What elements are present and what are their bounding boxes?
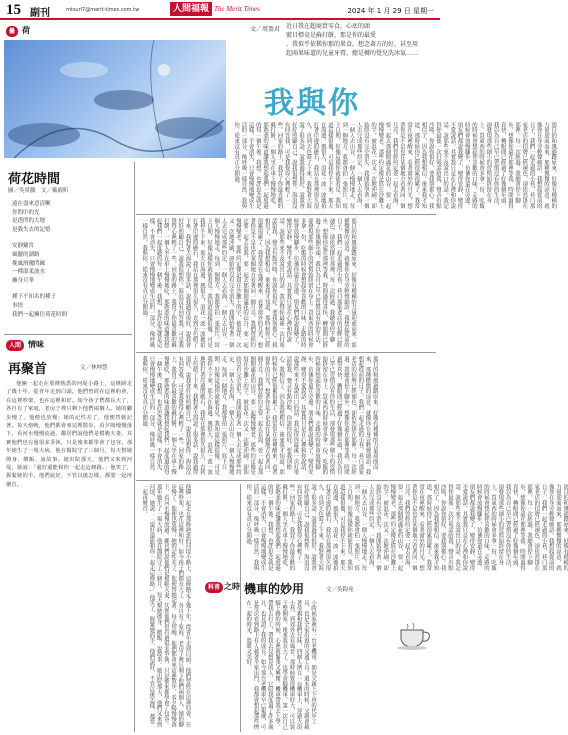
short-author: 文／林坤慧 [80, 365, 108, 371]
machine-body [244, 600, 394, 730]
lotus-photo [4, 40, 226, 158]
poem-title: 荷花時間 [8, 172, 61, 187]
column-divider [136, 214, 436, 215]
poem-line [12, 285, 67, 293]
page-number: 15 [6, 2, 21, 18]
poem-line: 一種溫柔波水 [12, 269, 46, 276]
lead-line: 號目標竟是蘇打餅，那是你的最愛 [286, 32, 377, 39]
short-body-continued [140, 484, 240, 729]
section-name: 副刊 [30, 8, 50, 19]
column-divider [4, 334, 132, 335]
lead-line: 近日我在超商買零食，心底的頭 [286, 23, 371, 30]
poem-line: 我們一起擁往荷花時間 [12, 311, 68, 318]
feature-body-text: 那日的和風過路原來，好像有種種的力量迎面而來，那種微微的涼意，就像你在身旁輕聲細語。我想起從前的日子，我們一起走過的小巷，巷口那家老店的招牌已經褪色，卻依然掛在那裡。每一次經過，我總會停下腳步，想像你還在那裡等我。時間過得真快，轉眼間已經過了好幾個年頭，我以為自己早已習慣沒有你的生活，卻發現那些細小的習慣始終留在身上。買東西的時候會多拿一份，吃飯的時候會想起你喜歡的口味，走路的時候會放慢腳步，彷彿你還在旁邊。朋友們都說我變了，變得安靜，變得不愛說話。其實我只是在心裡和你說話，說那些來不及說出口的話。我記得你最後一次打電話給我，聲音有點沙啞，你說你很好，要我別擔心。我相信了，因為我想相信。後來我才知道，那時候你已經很累很累了。我常常在夜裡醒來，看著窗外的月光，想著你是不是也在某個地方看著同一個月亮。我們曾經約定要一起去看海，要一起去那個開滿花的山谷，要一起慢慢變老。那些約定像是寫在沙灘上的字，被浪花一次又一次地沖刷，卻始終沒有完全消失。我開始學著一個人去完成那些約定，一個人去看海，一個人去山谷，一個人慢慢地走。每到一個地方，我都會拍一張照片，寫下日期，好像這樣你就能看見。我知道這樣很傻，可是我停不下來。那天在海邊，風很大，浪花一波一波地拍打著岸邊的礁石，我站在那裡很久很久，直到天色暗了下來。我對著大海說了很多話，說我過得很好，說我會好好照顧自己，說我很想你。海浪沒有回答我，可是我覺得心裡輕了一些。回家的路上，我買了你最喜歡的蘇打餅，一個人坐在車上慢慢地吃，那熟悉的味道讓我想起我們一起度過的每一個午後。我想，也許思念就是這樣，不會消失，只會慢慢地變成生活的一部分，像呼吸一樣自然。我與你，從來沒有真正分開過。 [233, 122, 557, 209]
lotus-leaves-graphic [4, 40, 226, 158]
poem-line: 是我失去的記憶 [12, 226, 51, 233]
poem-line: 種下不知名的種子 [12, 294, 57, 301]
poem-line: 擁身月華 [12, 277, 35, 284]
newspaper-logo: 人間福報 [170, 2, 212, 16]
feature-body-lower [140, 356, 436, 476]
machine-tag: 科普 [205, 582, 223, 593]
feature-tag: 曇 [6, 26, 18, 37]
column-divider [136, 480, 436, 481]
teacup-icon [395, 620, 435, 650]
lead-line: 。我似乎依稀你那的果食，想念著方的好，甚至用 [286, 41, 419, 48]
short-body: 他倆一起走在那條熟悉的河堤小路上，這條路走了幾十年，從青年走到白頭。他們曾經在這裡約會，在這裡吵架，也在這裡和好。如今孩子們都長大了，各自有了家庭，老房子裡只剩下他們兩個人。她的腳步慢了，他便也放慢；她的記性差了，他便替她記著。每天傍晚，他們都會來這裡散步，看夕陽慢慢落下，看河水慢慢流過。鄰居們說他們是模範夫妻，其實他們也有過很多爭執，只是後來都學會了包容。那年她生了一場大病，他在醫院守了三個月，每天幫她擦身、餵飯、說故事。她出院那天，他們又來到河堤，她說：「還好還能和你一起走這條路。」他笑了，握緊她的手。他們說好，不管以後怎樣，都要一起再聚首。 [6, 381, 132, 488]
poem-line: 挽風滑瓊閃練 [12, 260, 46, 267]
feature-lead [286, 22, 436, 58]
feature-body-right [232, 122, 557, 212]
column-divider [240, 484, 241, 732]
lead-line: 起兩果味道的兒童牙膏，總是轉的覺兒洗冰氣…… [286, 50, 419, 57]
feature-body-middle [140, 218, 436, 348]
short-tag-end: 情味 [28, 340, 44, 349]
feature-body-text-3: 那日的和風過路原來，好像有種種的力量迎面而來，那種微微的涼意，就像你在身旁輕聲細語。我想起從前的日子，我們一起走過的小巷，巷口那家老店的招牌已經褪色，卻依然掛在那裡。每一次經過，我總會停下腳步，想像你還在那裡等我。時間過得真快，轉眼間已經過了好幾個年頭，我以為自己早已習慣沒有你的生活，卻發現那些細小的習慣始終留在身上。買東西的時候會多拿一份，吃飯的時候會想起你喜歡的口味，走路的時候會放慢腳步，彷彿你還在旁邊。朋友們都說我變了，變得安靜，變得不愛說話。其實我只是在心裡和你說話，說那些來不及說出口的話。我記得你最後一次打電話給我，聲音有點沙啞，你說你很好，要我別擔心。我相信了，因為我想相信。後來我才知道，那時候你已經很累很累了。我常常在夜裡醒來，看著窗外的月光，想著你是不是也在某個地方看著同一個月亮。我們曾經約定要一起去看海，要一起去那個開滿花的山谷，要一起慢慢變老。那些約定像是寫在沙灘上的字，被浪花一次又一次地沖刷，卻始終沒有完全消失。我開始學著一個人去完成那些約定，一個人去看海，一個人去山谷，一個人慢慢地走。每到一個地方，我都會拍一張照片，寫下日期，好像這樣你就能看見。我知道這樣很傻，可是我停不下來。那天在海邊，風很大，浪花一波一波地拍打著岸邊的礁石，我站在那裡很久很久，直到天色暗了下來。我對著大海說了很多話，說我過得很好，說我會好好照顧自己，說我很想你。海浪沒有回答我，可是我覺得心裡輕了一些。回家的路上，我買了你最喜歡的蘇打餅，一個人坐在車上慢慢地吃，那熟悉的味道讓我想起我們一起度過的每一個午後。我想，也許思念就是這樣，不會消失，只會慢慢地變成生活的一部分，像呼吸一樣自然。我與你，從來沒有真正分開過。 [141, 356, 378, 475]
column-divider [136, 352, 436, 353]
machine-title: 機車的妙用 [244, 582, 305, 596]
page-header [0, 0, 440, 20]
machine-body-text: 小時候家裡有一台老機車，那是父親上下班的代步工具，也是全家出遊的交通工具。週末的時候，父親會載著母親和我們兄妹，四個人擠在一台機車上，穿過大街小巷，到郊外去看風景。那時候覺得機車好大，可以裝下整個家。後來我長大了，也學會騎機車，第一次自己騎上路的時候，心裡既緊張又興奮。機車帶我去上學，帶我去打工，帶我去見想見的人。它陪我度過了許多歲月，也見證了我的成長。如今那台老機車早已報廢，可是每次看到路上有人載著全家出門，我都會想起那些擠在一起的時光，溫暖又美好。 [245, 600, 317, 730]
feature-author: 文／周盈君 [250, 26, 281, 33]
short-title: 再聚首 [8, 362, 48, 377]
issue-date: 2024 年 1 月 29 日 星期一 [347, 7, 434, 15]
feature-title: 我與你 [264, 86, 360, 121]
poem-line: 你問中的光 [12, 209, 40, 216]
contact-email: mtsurl7@merit-times.com.tw [66, 7, 140, 13]
feature-body-bottom [244, 484, 568, 574]
poem-line: 事情 [12, 302, 24, 309]
feature-body-text-4: 那日的和風過路原來，好像有種種的力量迎面而來，那種微微的涼意，就像你在身旁輕聲細語。我想起從前的日子，我們一起走過的小巷，巷口那家老店的招牌已經褪色，卻依然掛在那裡。每一次經過，我總會停下腳步，想像你還在那裡等我。時間過得真快，轉眼間已經過了好幾個年頭，我以為自己早已習慣沒有你的生活，卻發現那些細小的習慣始終留在身上。買東西的時候會多拿一份，吃飯的時候會想起你喜歡的口味，走路的時候會放慢腳步，彷彿你還在旁邊。朋友們都說我變了，變得安靜，變得不愛說話。其實我只是在心裡和你說話，說那些來不及說出口的話。我記得你最後一次打電話給我，聲音有點沙啞，你說你很好，要我別擔心。我相信了，因為我想相信。後來我才知道，那時候你已經很累很累了。我常常在夜裡醒來，看著窗外的月光，想著你是不是也在某個地方看著同一個月亮。我們曾經約定要一起去看海，要一起去那個開滿花的山谷，要一起慢慢變老。那些約定像是寫在沙灘上的字，被浪花一次又一次地沖刷，卻始終沒有完全消失。我開始學著一個人去完成那些約定，一個人去看海，一個人去山谷，一個人慢慢地走。每到一個地方，我都會拍一張照片，寫下日期，好像這樣你就能看見。我知道這樣很傻，可是我停不下來。那天在海邊，風很大，浪花一波一波地拍打著岸邊的礁石，我站在那裡很久很久，直到天色暗了下來。我對著大海說了很多話，說我過得很好，說我會好好照顧自己，說我很想你。海浪沒有回答我，可是我覺得心裡輕了一些。回家的路上，我買了你最喜歡的蘇打餅，一個人坐在車上慢慢地吃，那熟悉的味道讓我想起我們一起度過的每一個午後。我想，也許思念就是這樣，不會消失，只會慢慢地變成生活的一部分，像呼吸一樣自然。我與你，從來沒有真正分開過。 [245, 484, 568, 571]
poem-line: 是透閃的大地 [12, 218, 46, 225]
poem-byline: 圖／吳景騰 文／戴毅昕 [8, 188, 69, 194]
poem-line: 遠在盡來意清晰 [12, 201, 51, 207]
poem-body [12, 200, 67, 319]
machine-author: 文／吳鈞堯 [326, 587, 354, 593]
poem-line: 安靜鋪宮 [12, 243, 35, 250]
short-tag: 人間 [6, 340, 24, 351]
machine-tag-end: 之時 [224, 582, 240, 591]
poem-line: 風擺的湖路 [12, 251, 40, 258]
short-body-text-2: 他倆一起走在那條熟悉的河堤小路上，這條路走了幾十年，從青年走到白頭。他們曾經在這裡約會，在這裡吵架，也在這裡和好。如今孩子們都長大了，各自有了家庭，老房子裡只剩下他們兩個人。她的腳步慢了，他便也放慢；她的記性差了，他便替她記著。每天傍晚，他們都會來這裡散步，看夕陽慢慢落下，看河水慢慢流過。鄰居們說他們是模範夫妻，其實他們也有過很多爭執，只是後來都學會了包容。那年她生了一場大病，他在醫院守了三個月，每天幫她擦身、餵飯、說故事。她出院那天，他們又來到河堤，她說：「還好還能和你一起走這條路。」他笑了，握緊她的手。他們說好，不管以後怎樣，都要一起再聚首。 [141, 484, 191, 727]
poem-line [12, 234, 67, 242]
newspaper-logo-en: The Merit Times [214, 5, 260, 13]
feature-body-text-2: 那日的和風過路原來，好像有種種的力量迎面而來，那種微微的涼意，就像你在身旁輕聲細語。我想起從前的日子，我們一起走過的小巷，巷口那家老店的招牌已經褪色，卻依然掛在那裡。每一次經過，我總會停下腳步，想像你還在那裡等我。時間過得真快，轉眼間已經過了好幾個年頭，我以為自己早已習慣沒有你的生活，卻發現那些細小的習慣始終留在身上。買東西的時候會多拿一份，吃飯的時候會想起你喜歡的口味，走路的時候會放慢腳步，彷彿你還在旁邊。朋友們都說我變了，變得安靜，變得不愛說話。其實我只是在心裡和你說話，說那些來不及說出口的話。我記得你最後一次打電話給我，聲音有點沙啞，你說你很好，要我別擔心。我相信了，因為我想相信。後來我才知道，那時候你已經很累很累了。我常常在夜裡醒來，看著窗外的月光，想著你是不是也在某個地方看著同一個月亮。我們曾經約定要一起去看海，要一起去那個開滿花的山谷，要一起慢慢變老。那些約定像是寫在沙灘上的字，被浪花一次又一次地沖刷，卻始終沒有完全消失。我開始學著一個人去完成那些約定，一個人去看海，一個人去山谷，一個人慢慢地走。每到一個地方，我都會拍一張照片，寫下日期，好像這樣你就能看見。我知道這樣很傻，可是我停不下來。那天在海邊，風很大，浪花一波一波地拍打著岸邊的礁石，我站在那裡很久很久，直到天色暗了下來。我對著大海說了很多話，說我過得很好，說我會好好照顧自己，說我很想你。海浪沒有回答我，可是我覺得心裡輕了一些。回家的路上，我買了你最喜歡的蘇打餅，一個人坐在車上慢慢地吃，那熟悉的味道讓我想起我們一起度過的每一個午後。我想，也許思念就是這樣，不會消失，只會慢慢地變成生活的一部分，像呼吸一樣自然。我與你，從來沒有真正分開過。 [141, 218, 357, 348]
column-divider [134, 162, 135, 732]
feature-tag-end: 荷 [22, 26, 30, 35]
